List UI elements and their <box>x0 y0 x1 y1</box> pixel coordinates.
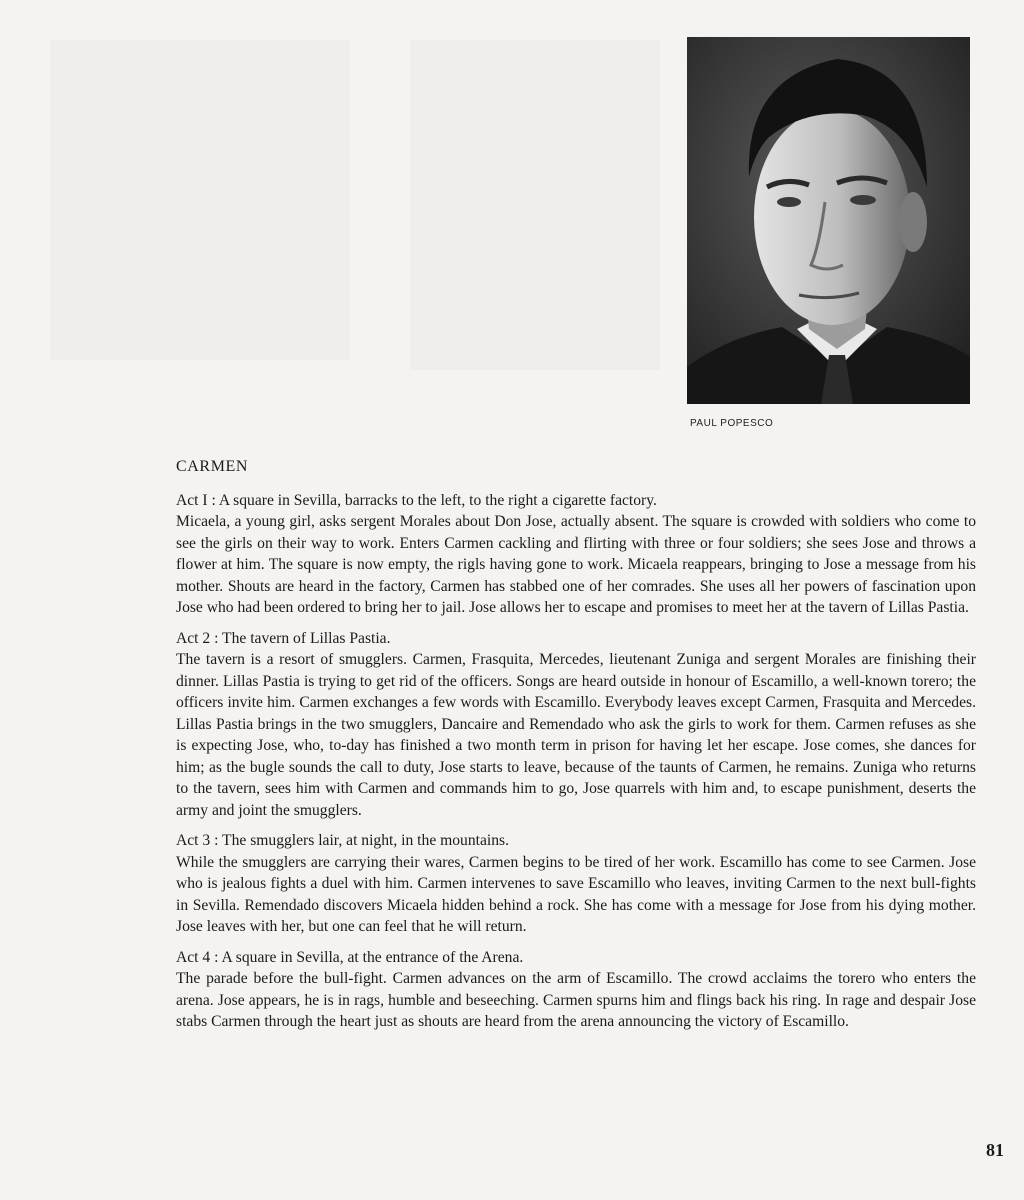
act-3-heading: Act 3 : The smugglers lair, at night, in the mountains. <box>176 832 510 849</box>
portrait-photo <box>687 37 970 404</box>
act-3-section <box>176 830 976 938</box>
facing-page-ghost-left <box>50 40 350 360</box>
facing-page-ghost-right <box>410 40 660 370</box>
act-4-heading: Act 4 : A square in Sevilla, at the entrance of the Arena. <box>176 948 524 966</box>
act-1-body: Micaela, a young girl, asks sergent Morales about Don Jose, actually absent. The square is crowded with soldiers who come to see the girls on their way to work. Enters Carmen cackling and flirting with three or four soldiers; she sees Jose and throws a flower at him. The square is now empty, the rigls having gone to work. Micaela reappears, bringing to Jose a message from his mother. Shouts are heard in the factory, Carmen has stabbed one of her comrades. She uses all her powers of fascination upon Jose who had been ordered to bring her to jail. Jose allows her to escape and promises to meet her at the tavern of Lillas Pastia. <box>176 513 976 616</box>
act-3-body: While the smugglers are carrying their wares, Carmen begins to be tired of her work. Escamillo has come to see Carmen. Jose who is jealous fights a duel with him. Carmen intervenes to save Escamillo who leaves, inviting Carmen to the next bull-fights in Sevilla. Remendado discovers Micaela hidden behind a rock. She has come with a message for Jose from his dying mother. Jose leaves with her, but one can feel that he will return. <box>176 853 976 935</box>
article-title: CARMEN <box>176 458 249 475</box>
page-number: 81 <box>986 1140 1004 1160</box>
photo-caption: PAUL POPESCO <box>690 418 774 429</box>
synopsis-article <box>176 456 976 1042</box>
act-2-body: The tavern is a resort of smugglers. Carmen, Frasquita, Mercedes, lieutenant Zuniga and sergent Morales are finishing their dinner. Lillas Pastia is trying to get rid of the officers. Songs are heard outside in honour of Escamillo, a well-known torero; the officers invite him. Carmen exchanges a few words with Escamillo. Everybody leaves except Carmen, Frasquita and Mercedes. Lillas Pastia brings in the two smugglers, Dancaire and Remendado who ask the girls to work for them. Carmen refuses as she is expecting Jose, who, to-day has finished a two month term in prison for having let her escape. Jose comes, she dances for him; as the bugle sounds the call to duty, Jose starts to leave, because of the taunts of Carmen, he remains. Zuniga who returns to the tavern, sees him with Carmen and commands him to go, Jose quarrels with him and, to escape punishment, deserts the army and joint the smugglers. <box>176 651 976 819</box>
act-2-section <box>176 628 976 822</box>
act-4-body: The parade before the bull-fight. Carmen advances on the arm of Escamillo. The crowd acclaims the torero who enters the arena. Jose appears, he is in rags, humble and beseeching. Carmen spurns him and flings back his ring. In rage and despair Jose stabs Carmen through the heart just as shouts are heard from the arena announcing the victory of Escamillo. <box>176 970 976 1030</box>
act-2-heading: Act 2 : The tavern of Lillas Pastia. <box>176 629 391 647</box>
act-1-heading: Act I : A square in Sevilla, barracks to the left, to the right a cigarette factory. <box>176 491 657 509</box>
act-4-section <box>176 947 976 1033</box>
act-1-section <box>176 490 976 619</box>
